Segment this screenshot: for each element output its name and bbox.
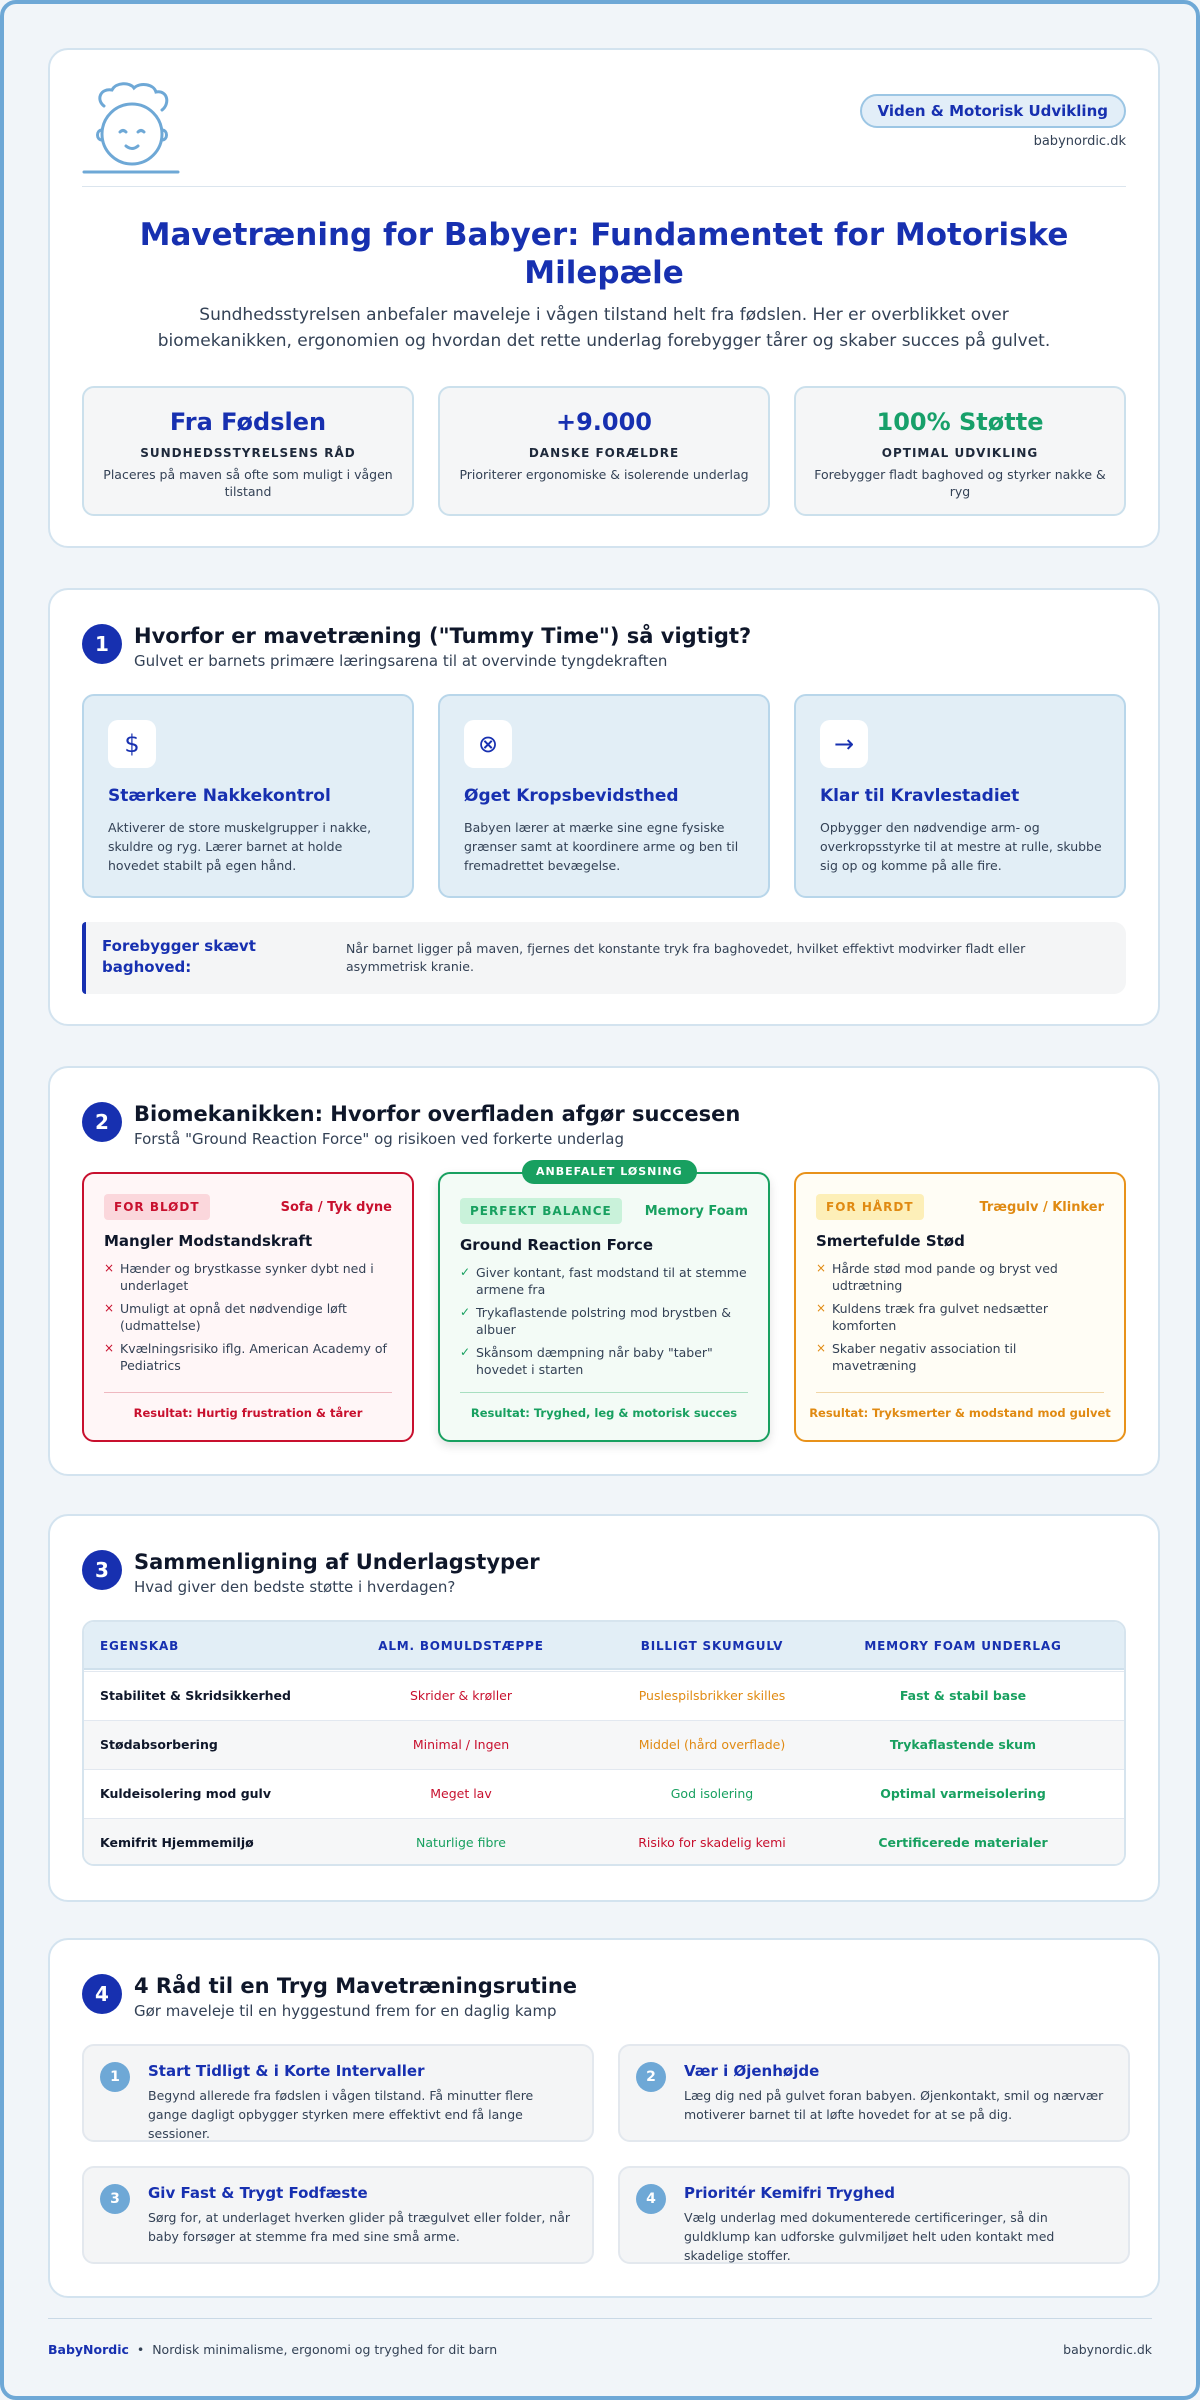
- surface-material: Trægulv / Klinker: [979, 1200, 1104, 1215]
- tip-title: Prioritér Kemifri Tryghed: [684, 2184, 896, 2202]
- table-cell: Naturlige fibre: [416, 1835, 506, 1850]
- tip-title: Giv Fast & Trygt Fodfæste: [148, 2184, 368, 2202]
- tip-number: 3: [100, 2184, 130, 2214]
- list-item: × Hænder og brystkasse synker dybt ned i underlaget: [104, 1261, 374, 1293]
- tip-description: Begynd allerede fra fødslen i vågen tilstand. Få minutter flere gange dagligt opbygger styrken mere effektivt end få lange sessioner.: [148, 2088, 534, 2141]
- table-row: [84, 1818, 1124, 1866]
- stat-caption: OPTIMAL UDVIKLING: [881, 446, 1039, 460]
- section-subtitle: Gulvet er barnets primære læringsarena til at overvinde tyngdekraften: [134, 652, 668, 670]
- divider: [460, 1392, 748, 1393]
- section-biomechanics: [48, 1066, 1160, 1476]
- feature-card: [438, 694, 770, 898]
- surface-points: [104, 1260, 392, 1380]
- x-mark-icon: ×: [816, 1301, 827, 1315]
- section-subtitle: Gør maveleje til en hyggestund frem for en daglig kamp: [134, 2002, 557, 2020]
- table-cell: God isolering: [670, 1786, 754, 1801]
- tip-card: [618, 2166, 1130, 2264]
- divider: [816, 1392, 1104, 1393]
- list-item: ✓ Trykaflastende polstring mod brystben & albuer: [460, 1305, 731, 1337]
- tip-description: Vælg underlag med dokumenterede certificeringer, så din guldklump kan udforske gulvmiljøet helt uden kontakt med skadelige stoffer.: [684, 2210, 1055, 2263]
- table-cell: Optimal varmeisolering: [880, 1786, 1046, 1801]
- x-mark-icon: ×: [104, 1261, 115, 1275]
- column-header: MEMORY FOAM UNDERLAG: [864, 1639, 1062, 1653]
- surface-heading: Mangler Modstandskraft: [104, 1232, 313, 1250]
- section-number: 2: [82, 1102, 122, 1142]
- stat-description: Forebygger fladt baghoved og styrker nakke & ryg: [814, 467, 1106, 499]
- table-row: [84, 1720, 1124, 1769]
- stat-caption: DANSKE FORÆLDRE: [528, 446, 680, 460]
- check-icon: ✓: [460, 1265, 471, 1279]
- tip-number: 4: [636, 2184, 666, 2214]
- section-number: 4: [82, 1974, 122, 2014]
- divider: [104, 1392, 392, 1393]
- table-cell: Skrider & krøller: [409, 1688, 513, 1703]
- table-cell: Middel (hård overflade): [638, 1737, 786, 1752]
- feature-title: Stærkere Nakkekontrol: [108, 786, 331, 806]
- feature-description: Aktiverer de store muskelgrupper i nakke, skuldre og ryg. Lærer barnet at holde hovedet stabilt på egen hånd.: [108, 820, 372, 873]
- surface-tag: PERFEKT BALANCE: [460, 1198, 622, 1224]
- stat-card: [82, 386, 414, 516]
- x-mark-icon: ×: [816, 1341, 827, 1355]
- surface-result: Resultat: Tryksmerter & modstand mod gulvet: [809, 1406, 1111, 1420]
- feature-title: Klar til Kravlestadiet: [820, 786, 1020, 806]
- stat-description: Prioriterer ergonomiske & isolerende underlag: [459, 467, 749, 482]
- baby-face-logo-icon: [82, 80, 182, 180]
- column-header: ALM. BOMULDSTÆPPE: [378, 1639, 544, 1653]
- footer-left: [48, 2342, 497, 2357]
- list-item: × Kuldens træk fra gulvet nedsætter komforten: [816, 1301, 1048, 1333]
- table-cell: Fast & stabil base: [899, 1688, 1027, 1703]
- x-mark-icon: ×: [104, 1301, 115, 1315]
- footer-divider: [48, 2318, 1152, 2319]
- surface-result: Resultat: Tryghed, leg & motorisk succes: [470, 1406, 738, 1420]
- compass-icon: ⊗: [464, 720, 512, 768]
- section-title: Biomekanikken: Hvorfor overfladen afgør succesen: [134, 1102, 741, 1126]
- table-cell: Kemifrit Hjemmemiljø: [100, 1835, 254, 1850]
- table-row: [84, 1671, 1124, 1720]
- comparison-table: [82, 1620, 1126, 1866]
- section-title: Hvorfor er mavetræning ("Tummy Time") så vigtigt?: [134, 624, 752, 648]
- table-cell: Puslespilsbrikker skilles: [638, 1688, 786, 1703]
- x-mark-icon: ×: [816, 1261, 827, 1275]
- tip-card: [82, 2044, 594, 2142]
- table-cell: Certificerede materialer: [878, 1835, 1048, 1850]
- section-title: Sammenligning af Underlagstyper: [134, 1550, 540, 1574]
- table-row: [84, 1769, 1124, 1818]
- surface-heading: Ground Reaction Force: [460, 1236, 653, 1254]
- stat-caption: SUNDHEDSSTYRELSENS RÅD: [140, 446, 356, 460]
- column-header: EGENSKAB: [100, 1639, 180, 1653]
- section-title: 4 Råd til en Tryg Mavetræningsrutine: [134, 1974, 578, 1998]
- table-cell: Meget lav: [430, 1786, 492, 1801]
- list-item: × Umuligt at opnå det nødvendige løft (udmattelse): [104, 1301, 347, 1333]
- tip-description: Sørg for, at underlaget hverken glider på trægulvet eller folder, når baby forsøger at stemme fra med sine små arme.: [148, 2210, 571, 2244]
- check-icon: ✓: [460, 1305, 471, 1319]
- surface-points: [816, 1260, 1104, 1380]
- section-number: 1: [82, 624, 122, 664]
- surface-points: [460, 1264, 748, 1384]
- check-icon: ✓: [460, 1345, 471, 1359]
- footer-separator: •: [136, 2342, 145, 2357]
- table-cell: Minimal / Ingen: [412, 1737, 510, 1752]
- table-cell: Trykaflastende skum: [889, 1737, 1037, 1752]
- callout-label: Forebygger skævt baghoved:: [102, 937, 256, 976]
- feature-description: Opbygger den nødvendige arm- og overkropsstyrke til at mestre at rulle, skubbe sig op og komme på alle fire.: [820, 820, 1102, 873]
- surface-material: Memory Foam: [644, 1204, 748, 1219]
- section-number: 3: [82, 1550, 122, 1590]
- tip-number: 1: [100, 2062, 130, 2092]
- table-header-row: [84, 1622, 1124, 1670]
- section-subtitle: Hvad giver den bedste støtte i hverdagen?: [134, 1578, 456, 1596]
- tip-title: Start Tidligt & i Korte Intervaller: [148, 2062, 425, 2080]
- section-comparison: [48, 1514, 1160, 1902]
- list-item: ✓ Skånsom dæmpning når baby "taber" hovedet i starten: [460, 1345, 713, 1377]
- feature-card: [82, 694, 414, 898]
- stat-value: Fra Fødslen: [169, 408, 327, 436]
- list-item: × Skaber negativ association til mavetræning: [816, 1341, 1017, 1373]
- arrow-right-icon: →: [820, 720, 868, 768]
- stat-card: [438, 386, 770, 516]
- table-cell: Stabilitet & Skridsikkerhed: [100, 1688, 291, 1703]
- page-subtitle: Sundhedsstyrelsen anbefaler maveleje i vågen tilstand helt fra fødslen. Her er overblikket over biomekanikken, ergonomien og hvordan det rette underlag forebygger tårer og skaber succes på gulvet.: [157, 305, 1051, 351]
- footer-domain-link[interactable]: babynordic.dk: [1063, 2342, 1152, 2357]
- list-item: ✓ Giver kontant, fast modstand til at stemme armene fra: [460, 1265, 747, 1297]
- list-item: × Kvælningsrisiko iflg. American Academy of Pediatrics: [104, 1341, 387, 1373]
- section-why-tummy-time: [48, 588, 1160, 1026]
- x-mark-icon: ×: [104, 1341, 115, 1355]
- table-cell: Kuldeisolering mod gulv: [100, 1786, 271, 1801]
- surface-material: Sofa / Tyk dyne: [280, 1200, 392, 1215]
- tip-title: Vær i Øjenhøjde: [684, 2062, 820, 2080]
- section-tips: [48, 1938, 1160, 2298]
- surface-card-balanced: [438, 1165, 770, 1442]
- surface-tag: FOR HÅRDT: [816, 1194, 924, 1220]
- tip-number: 2: [636, 2062, 666, 2092]
- tip-description: Læg dig ned på gulvet foran babyen. Øjenkontakt, smil og nærvær motiverer barnet til at løfte hovedet for at se på dig.: [684, 2088, 1104, 2122]
- section-subtitle: Forstå "Ground Reaction Force" og risikoen ved forkerte underlag: [134, 1130, 624, 1148]
- info-callout: [82, 922, 1126, 994]
- feature-card: [794, 694, 1126, 898]
- table-cell: Risiko for skadelig kemi: [638, 1835, 786, 1850]
- surface-card-hard: [794, 1172, 1126, 1442]
- stat-card: [794, 386, 1126, 516]
- header-divider: [82, 186, 1126, 187]
- surface-card-soft: [82, 1172, 414, 1442]
- surface-result: Resultat: Hurtig frustration & tårer: [133, 1406, 363, 1420]
- callout-text: Når barnet ligger på maven, fjernes det konstante tryk fra baghovedet, hvilket effektivt modvirker fladt eller asymmetrisk kranie.: [346, 941, 1026, 974]
- page-title: Mavetræning for Babyer: Fundamentet for Motoriske Milepæle: [139, 217, 1069, 291]
- tip-card: [82, 2166, 594, 2264]
- surface-heading: Smertefulde Stød: [816, 1232, 965, 1250]
- footer-tagline: Nordisk minimalisme, ergonomi og tryghed for dit barn: [152, 2342, 498, 2357]
- table-cell: Stødabsorbering: [100, 1737, 218, 1752]
- recommended-badge: ANBEFALET LØSNING: [522, 1160, 697, 1184]
- dollar-icon: $: [108, 720, 156, 768]
- column-header: BILLIGT SKUMGULV: [640, 1639, 784, 1653]
- stat-value: 100% Støtte: [876, 408, 1044, 436]
- stat-value: +9.000: [555, 408, 653, 436]
- category-badge: Viden & Motorisk Udvikling: [860, 94, 1127, 128]
- header-domain: babynordic.dk: [1033, 134, 1126, 149]
- tip-card: [618, 2044, 1130, 2142]
- stat-description: Placeres på maven så ofte som muligt i vågen tilstand: [103, 467, 393, 499]
- surface-tag: FOR BLØDT: [104, 1194, 210, 1220]
- feature-title: Øget Kropsbevidsthed: [464, 786, 679, 806]
- footer-brand[interactable]: BabyNordic: [48, 2342, 129, 2357]
- feature-description: Babyen lærer at mærke sine egne fysiske grænser samt at koordinere arme og ben til fremadrettet bevægelse.: [464, 820, 739, 873]
- hero-card: [48, 48, 1160, 548]
- list-item: × Hårde stød mod pande og bryst ved udtrætning: [816, 1261, 1058, 1293]
